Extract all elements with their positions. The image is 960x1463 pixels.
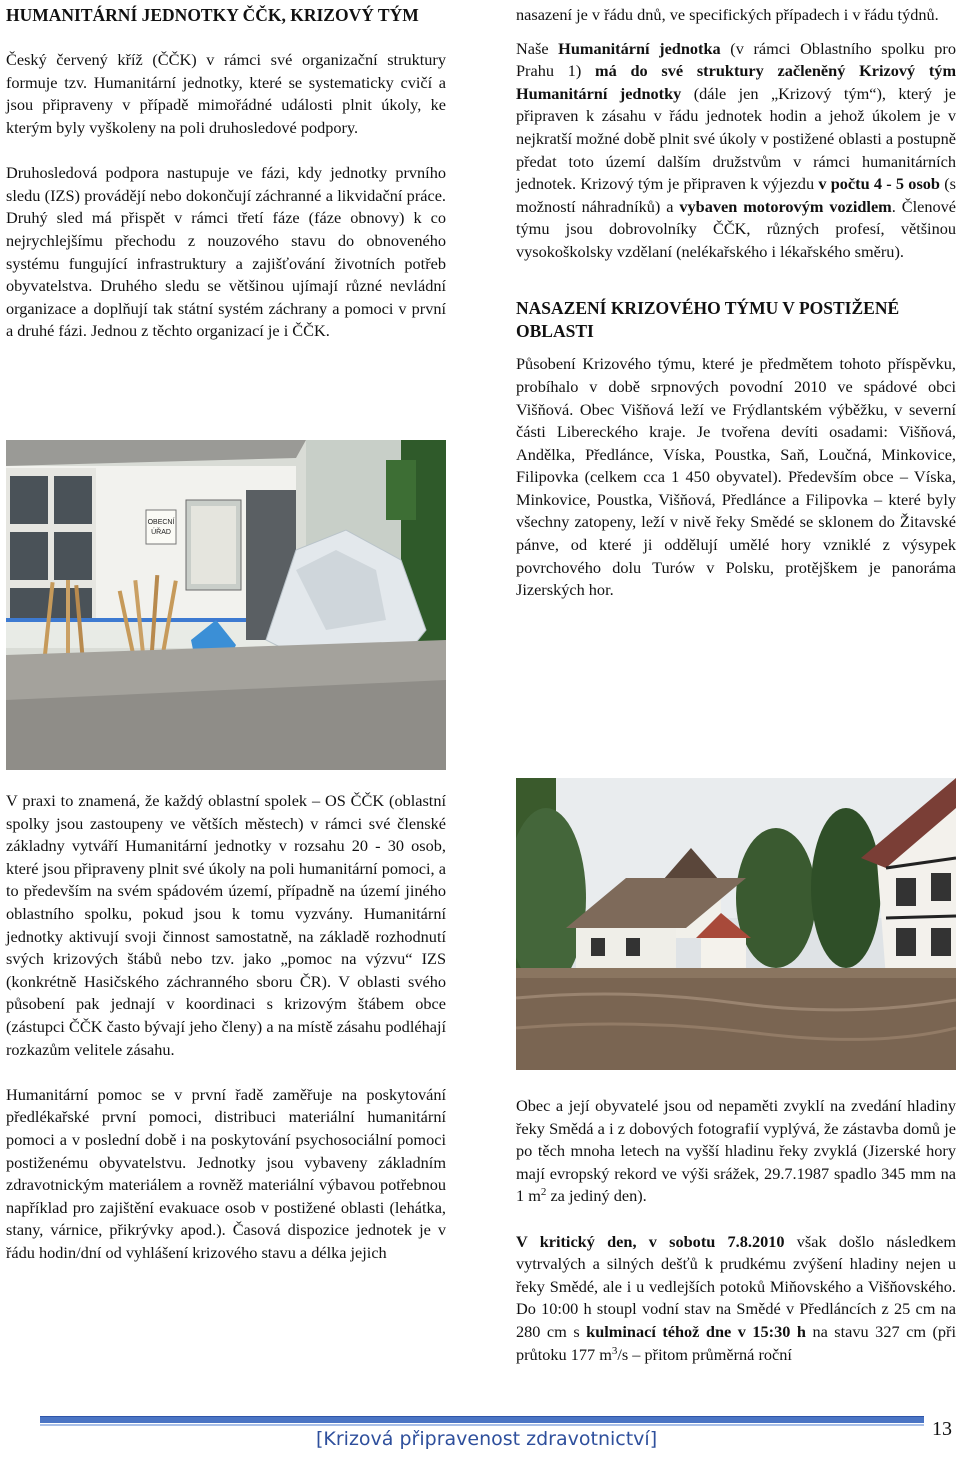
section-heading-deployment: NASAZENÍ KRIZOVÉHO TÝMU V POSTIŽENÉ OBLASTI — [516, 298, 900, 341]
paragraph: Druhosledová podpora nastupuje ve fázi, kdy jednotky prvního sledu (IZS) provádějí nebo dokončují záchranné a likvidační práce. Druhý sled má přispět v rámci třetí fáze (fáze obnovy) k co nejrychlejšímu přechodu z nouzového stavu do obnoveného systému fungující infrastruktury a zajišťování životních potřeb obyvatelstva. Druhého sledu se většinou ujímají různé nevládní organizace a doplňují tak státní systém záchrany a pomoci v první a druhé fázi. Jednou z těchto organizací je i ČČK. — [6, 163, 446, 341]
flood-photo-illustration — [516, 778, 956, 1070]
left-column-top — [6, 4, 446, 343]
right-column-top — [516, 4, 956, 602]
right-column-bottom — [516, 1095, 956, 1366]
photo-flooded-village — [516, 778, 956, 1070]
left-column-bottom — [6, 790, 446, 1264]
paragraph-krizovy-tym: Naše Humanitární jednotka (v rámci Oblastního spolku pro Prahu 1) má do své struktury začleněný Krizový tým Humanitární jednotky (dále jen „Krizový tým“), který je připraven k zásahu v řádu jednotek hodin a jehož úkolem je v nejkratší možné době plnit své úkoly v postižené oblasti a postupně předat toto území dalším družstvům v rámci humanitárních jednotek. Krizový tým je připraven k výjezdu v počtu 4 - 5 osob (s možností náhradníků) a vybaven motorovým vozidlem. Členové týmu jsou dobrovolníky ČČK, různých profesí, většinou vysokoškolsky vzdělaní (nelékařského i lékařského směru). — [516, 38, 957, 261]
paragraph: V praxi to znamená, že každý oblastní spolek – OS ČČK (oblastní spolky jsou zastoupeny ve větších městech) v rámci své členské základny vytváří Humanitární jednotky v rozsahu 20 - 30 osob, které jsou připraveny plnit své úkoly na poli humanitární pomoci, a to především na svém spádovém území, případně na území jiného oblastního spolku, pokud jsou k tomu vyzvány. Humanitární jednotky aktivují svoji činnost samostatně, na základě rozhodnutí svých krizových štábů nebo tzv. jako „pomoc na výzvu“ IZS (konkrétně Hasičského záchranného sboru ČR). V oblasti svého působení pak jednají v koordinaci s krizovým štábem obce (zástupci ČČK často bývají jeho členy) a na místě zásahu podléhají rozkazům velitele zásahu. — [6, 791, 446, 1059]
office-photo-illustration — [6, 440, 446, 770]
page-number: 13 — [932, 1418, 952, 1440]
paragraph: nasazení je v řádu dnů, ve specifických případech i v řádu týdnů. — [516, 5, 939, 24]
footer-rule — [40, 1416, 924, 1423]
paragraph: Humanitární pomoc se v první řadě zaměřuje na poskytování předlékařské první pomoci, distribuci materiální humanitární pomoci a v poslední době i na poskytování psychosociální pomoci postiženému obyvatelstvu. Jednotky jsou vybaveny základním zdravotnickým materiálem a rovněž materiální výbavou potřebnou například pro zajištění evakuace osob v postižené oblasti (lehátka, stany, várnice, přikrývky apod.). Časová dispozice jednotek je v řádu hodin/dní od vyhlášení krizového stavu a délka jejich — [6, 1084, 446, 1262]
photo-municipal-office — [6, 440, 446, 770]
footer-title: [Krizová připravenost zdravotnictví] — [316, 1428, 658, 1450]
paragraph: Působení Krizového týmu, které je předmětem tohoto příspěvku, probíhalo v době srpnových povodní 2010 ve spádové obci Višňová. Obec Višňová leží ve Frýdlantském výběžku, v severní části Libereckého kraje. Je tvořena devíti osadami: Višňová, Andělka, Předlánce, Víska, Poustka, Saň, Loučná, Minkovice, Filipovka (celkem cca 1 450 obyvatel). Především obce – Víska, Minkovice, Poustka, Višňová, Předlánce a Filipovka – které byly všechny zatopeny, leží v nivě řeky Smědé se sklonem do Žitavské pánve, od které ji oddělují umělé hory vzniklé z výsypek povrchového dolu Turów v Polsku, protějškem je panoráma Jizerských hor. — [516, 354, 956, 600]
paragraph: Český červený kříž (ČČK) v rámci své organizační struktury formuje tzv. Humanitární jednotky, které se systematicky cvičí a jsou připraveny v případě mimořádné události plnit úkoly, ke kterým byly vyškoleny na poli druhosledové podpory. — [6, 50, 446, 137]
paragraph: Obec a její obyvatelé jsou od nepaměti zvyklí na zvedání hladiny řeky Smědá a i z dobových fotografií vyplývá, že zástavba domů je po těch mnoha letech na vyšší hladinu řeky zvyklá (Jizerské hory mají evropský rekord ve výši srážek, 29.7.1987 spadlo 345 mm na 1 $m^2$ za jediný den). — [516, 1096, 956, 1206]
paragraph-critical-day: V kritický den, v sobotu 7.8.2010 však došlo následkem vytrvalých a silných dešťů k prudkému zvýšení hladiny nejen u řeky Smědé, ale i u vedlejších potoků Miňovského a Višňovského. Do 10:00 h stoupl vodní stav na Smědé v Předláncích z 25 cm na 280 cm s kulminací téhož dne v 15:30 h na stavu 327 cm (při průtoku 177 $m^3/s$ – přitom průměrná roční — [516, 1231, 957, 1364]
section-heading-humanitarian-units: HUMANITÁRNÍ JEDNOTKY ČČK, KRIZOVÝ TÝM — [6, 5, 419, 25]
svg-text:ÚŘAD: ÚŘAD — [151, 529, 171, 536]
office-sign-text: OBECNÍ — [147, 519, 175, 526]
